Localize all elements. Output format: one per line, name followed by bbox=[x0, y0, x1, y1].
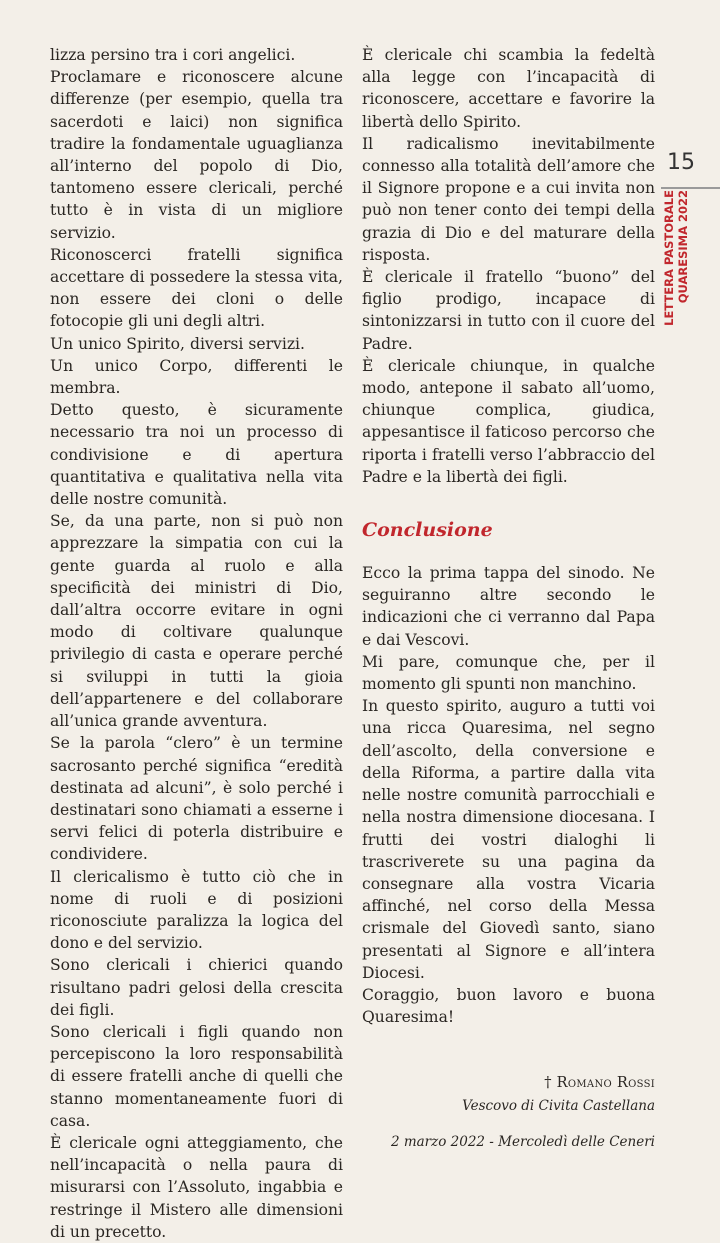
running-header-line1: LETTERA PASTORALE bbox=[662, 190, 676, 326]
paragraph: Il radicalismo inevitabilmente connesso alla totalità dell’amore che il Signore propone e a cui invita non può non tener conto dei tempi della grazia di Dio e del maturare della risposta. bbox=[362, 134, 655, 264]
conclusion-heading: Conclusione bbox=[362, 519, 493, 542]
paragraph: Proclamare e riconoscere alcune differenze (per esempio, quella tra sacerdoti e laici) non significa tradire la fondamentale uguaglianza all’interno del popolo di Dio, tantomeno essere clericali, perché tutto è in vista di un migliore servizio. bbox=[50, 68, 343, 242]
paragraph: È clericale il fratello “buono” del figlio prodigo, incapace di sintonizzarsi in tutto con il cuore del Padre. bbox=[362, 268, 655, 353]
paragraph: Un unico Spirito, diversi servizi. bbox=[50, 334, 306, 353]
paragraph: Coraggio, buon lavoro e buona Quaresima! bbox=[362, 985, 655, 1027]
left-column bbox=[50, 44, 343, 1243]
paragraph: È clericale ogni atteggiamento, che nell’incapacità o nella paura di misurarsi con l’Assoluto, ingabbia e restringe il Mistero alle dimensioni di un precetto. bbox=[50, 1133, 343, 1241]
paragraph: Un unico Corpo, differenti le membra. bbox=[50, 356, 343, 398]
paragraph: Se, da una parte, non si può non apprezzare la simpatia con cui la gente guarda al ruolo e alla specificità dei ministri di Dio, dall’altra occorre evitare in ogni modo di coltivare qualunque privilegio di casta e operare perché si sviluppi in tutti la gioia dell’appartenere e del collaborare all’unica grande avventura. bbox=[50, 512, 343, 731]
signature-block bbox=[362, 1072, 655, 1153]
paragraph: Se la parola “clero” è un termine sacrosanto perché significa “eredità destinata ad alcuni”, è solo perché i destinatari sono chiamati a esserne i servi felici di poterla distribuire e condividere. bbox=[50, 734, 343, 864]
paragraph: Mi pare, comunque che, per il momento gli spunti non manchino. bbox=[362, 652, 655, 694]
right-column bbox=[362, 44, 655, 1153]
paragraph: Ecco la prima tappa del sinodo. Ne seguiranno altre secondo le indicazioni che ci verranno dal Papa e dai Vescovi. bbox=[362, 564, 655, 649]
paragraph: È clericale chiunque, in qualche modo, antepone il sabato all’uomo, chiunque complica, giudica, appesantisce il faticoso percorso che riporta i fratelli verso l’abbraccio del Padre e la libertà dei figli. bbox=[362, 356, 655, 486]
signature-role: Vescovo di Civita Castellana bbox=[462, 1097, 655, 1114]
paragraph: Detto questo, è sicuramente necessario tra noi un processo di condivisione e di apertura quantitativa e qualitativa nella vita delle nostre comunità. bbox=[50, 401, 343, 509]
paragraph: lizza persino tra i cori angelici. bbox=[50, 46, 296, 64]
paragraph: Sono clericali i figli quando non percepiscono la loro responsabilità di essere fratelli anche di quelli che stanno momentaneamente fuori di casa. bbox=[50, 1022, 343, 1130]
page-number: 15 bbox=[667, 150, 695, 175]
signature-name: † Romano Rossi bbox=[544, 1075, 655, 1092]
running-header-line2: QUARESIMA 2022 bbox=[676, 190, 690, 304]
paragraph: Riconoscerci fratelli significa accettare di possedere la stessa vita, non essere dei cloni o delle fotocopie gli uni degli altri. bbox=[50, 245, 343, 331]
signature-date: 2 marzo 2022 - Mercoledì delle Ceneri bbox=[390, 1133, 655, 1150]
paragraph: Il clericalismo è tutto ciò che in nome di ruoli e di posizioni riconosciute paralizza la logica del dono e del servizio. bbox=[50, 867, 343, 953]
paragraph: In questo spirito, auguro a tutti voi una ricca Quaresima, nel segno dell’ascolto, della conversione e della Riforma, a partire dalla vita nelle nostre comunità parrocchiali e nella nostra dimensione diocesana. I frutti dei vostri dialoghi li trascriverete su una pagina da consegnare alla vostra Vicaria affinché, nel corso della Messa crismale del Giovedì santo, siano presentati al Signore e all’intera Diocesi. bbox=[362, 697, 655, 982]
running-header bbox=[662, 190, 690, 340]
paragraph: Sono clericali i chierici quando risultano padri gelosi della crescita dei figli. bbox=[50, 956, 343, 1019]
paragraph: È clericale chi scambia la fedeltà alla legge con l’incapacità di riconoscere, accettare e favorire la libertà dello Spirito. bbox=[362, 46, 655, 131]
page-number-rule bbox=[661, 187, 720, 189]
